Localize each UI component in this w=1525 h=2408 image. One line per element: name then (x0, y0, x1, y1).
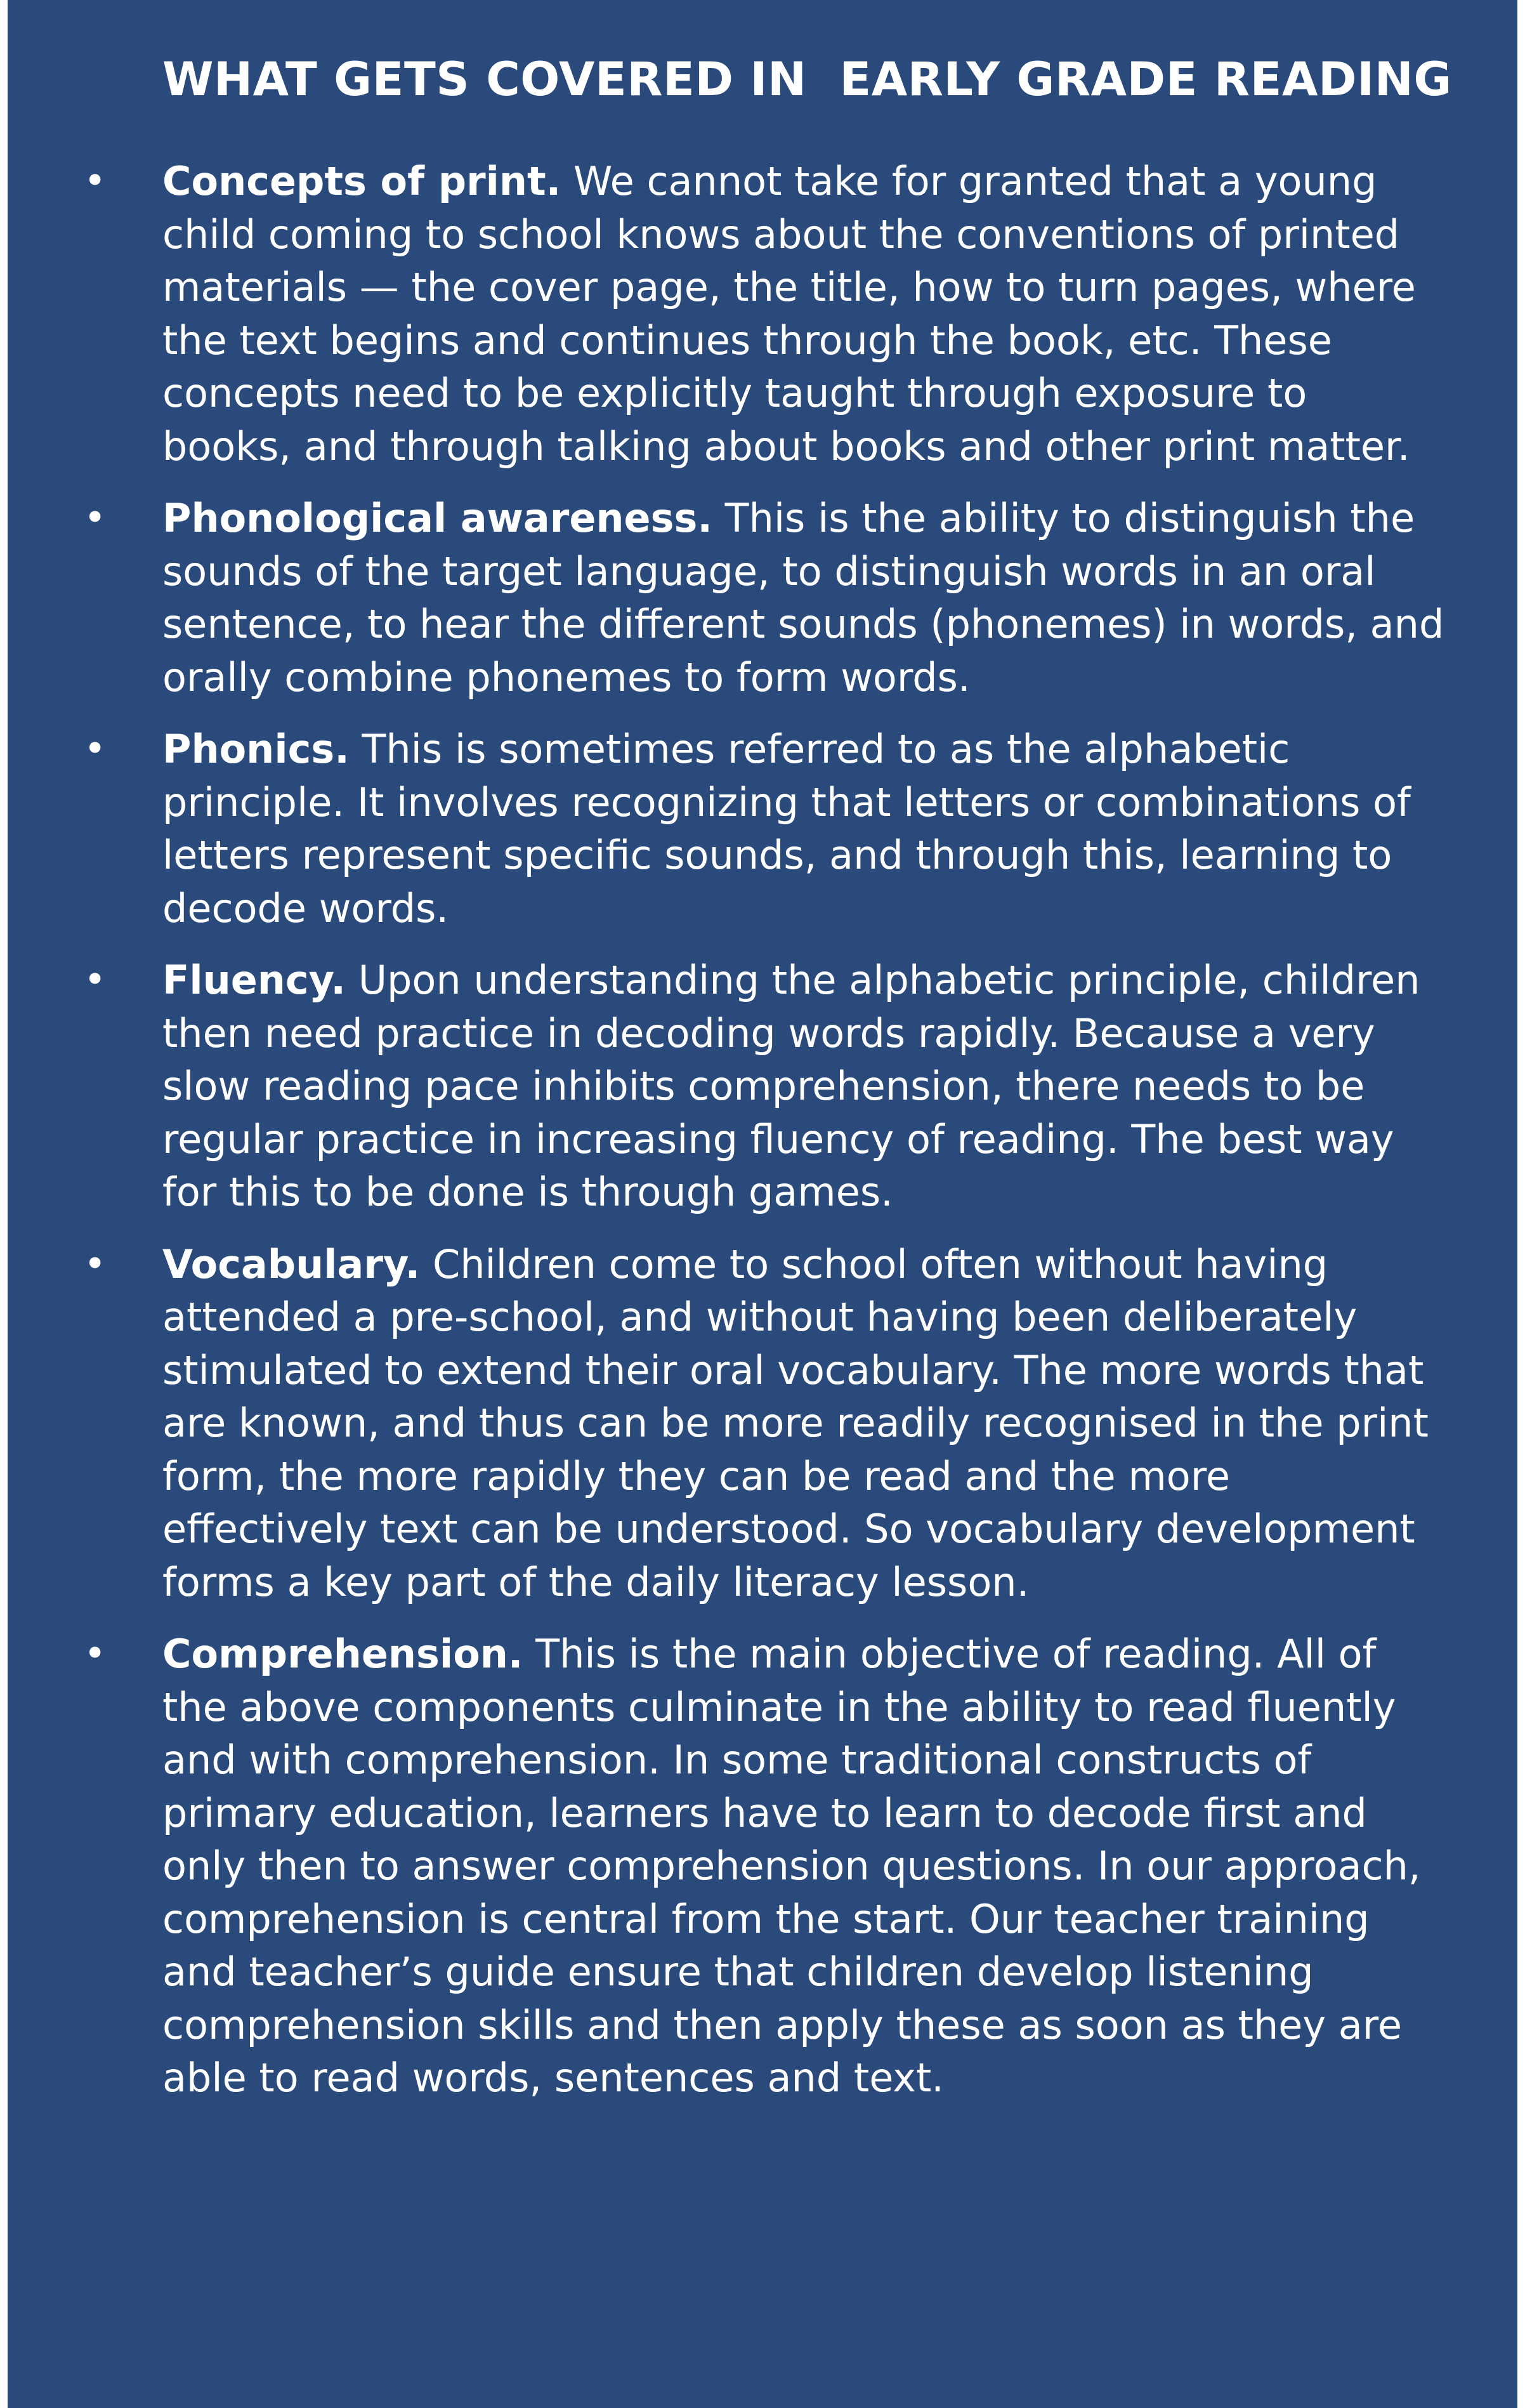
item-text: This is the ability to distinguish the sounds of the target language, to distinguish words in an oral sentence, to hear the different sounds (phonemes) in words, and orally combine phonemes to form words. (162, 495, 1444, 701)
list-item-comprehension (84, 1628, 1448, 2105)
list-item-phonics (84, 723, 1448, 935)
topic-list (84, 155, 1448, 2105)
list-item-concepts-of-print (84, 155, 1448, 473)
panel-title: WHAT GETS COVERED IN EARLY GRADE READING (162, 53, 1452, 107)
info-panel (8, 0, 1517, 2408)
item-text: This is the main objective of reading. All of the above components culminate in the ability to read fluently and with comprehension. In some traditional constructs of primary education, learners have to learn to decode first and only then to answer comprehension questions. In our approach, comprehension is central from the start. Our teacher training and teacher’s guide ensure that children develop listening comprehension skills and then apply these as soon as they are able to read words, sentences and text. (162, 1631, 1421, 2101)
item-term: Vocabulary. (162, 1240, 421, 1287)
item-term: Phonological awareness. (162, 495, 712, 541)
item-text: This is sometimes referred to as the alphabetic principle. It involves recognizing that letters or combinations of letters represent specific sounds, and through this, learning to decode words. (162, 726, 1411, 931)
list-item-phonological-awareness (84, 492, 1448, 704)
item-text: We cannot take for granted that a young child coming to school knows about the conventions of printed materials — the cover page, the title, how to turn pages, where the text begins and continues through the book, etc. These concepts need to be explicitly taught through exposure to books, and through talking about books and other print matter. (162, 158, 1416, 470)
bullet-icon: • (84, 957, 107, 1002)
item-term: Comprehension. (162, 1631, 523, 1677)
item-text: Children come to school often without having attended a pre-school, and without having been deliberately stimulated to extend their oral vocabulary. The more words that are known, and thus can be more readily recognised in the print form, the more rapidly they can be read and the more effectively text can be understood. So vocabulary development forms a key part of the daily literacy lesson. (162, 1240, 1429, 1605)
list-item-fluency (84, 954, 1448, 1219)
bullet-icon: • (84, 727, 107, 771)
item-term: Fluency. (162, 957, 346, 1003)
item-text: Upon understanding the alphabetic principle, children then need practice in decoding words rapidly. Because a very slow reading pace inhibits comprehension, there needs to be regular practice in increasing fluency of reading. The best way for this to be done is through games. (162, 957, 1420, 1215)
item-term: Concepts of print. (162, 158, 561, 204)
bullet-icon: • (84, 496, 107, 540)
bullet-icon: • (84, 1631, 107, 1676)
list-item-vocabulary (84, 1238, 1448, 1609)
item-term: Phonics. (162, 726, 350, 772)
bullet-icon: • (84, 1241, 107, 1286)
bullet-icon: • (84, 159, 107, 203)
